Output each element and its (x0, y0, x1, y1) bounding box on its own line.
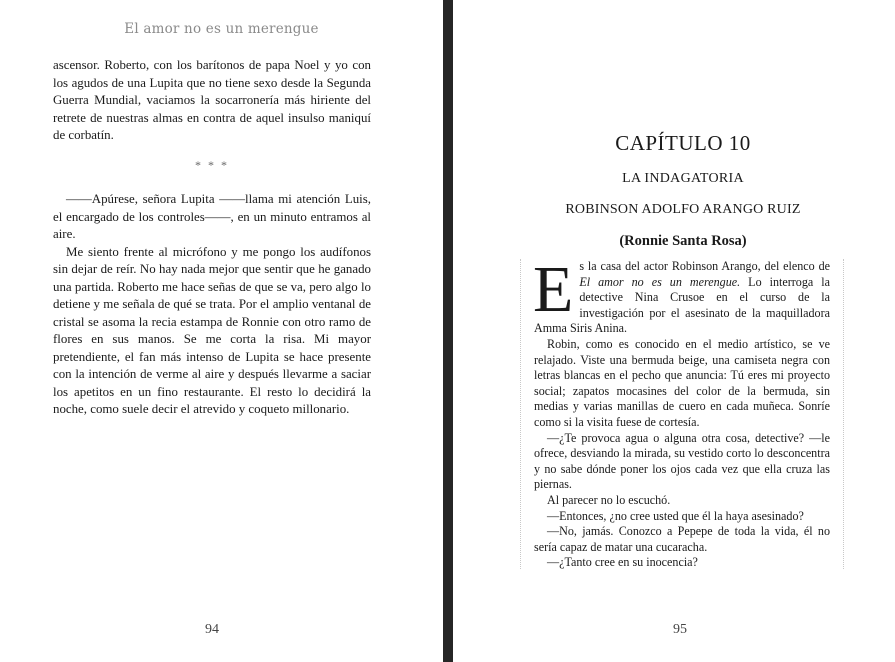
paragraph: —¿Te provoca agua o alguna otra cosa, detective? —le ofrece, desviando la mirada, su vestido corto lo desconcentra y no sabe dónde poner los ojos cada vez que ella cruza las piernas. (534, 430, 830, 492)
paragraph: Robin, como es conocido en el medio artístico, se ve relajado. Viste una bermuda beige, una camiseta negra con letras blancas en el pecho que anuncia: Tú eres mi proyecto social; zapatos mocasines del color de la bermuda, sin medias y varias manillas de cuero en cada muñeca. Sonríe como si la visita fuese de cortesía. (534, 336, 830, 429)
chapter-heading (553, 130, 813, 252)
story-frame (520, 253, 844, 570)
page-number: 95 (673, 622, 687, 637)
first-paragraph-part-b: Lo interroga la detective Nina Crusoe en el curso de la investigación por el asesinato de la maquilladora Amma Siris Anina. (534, 274, 831, 336)
ornamental-border-right (837, 259, 844, 569)
chapter-subtitle: LA INDAGATORIA (622, 171, 744, 186)
drop-cap: E (533, 253, 574, 326)
chapter-person-alias: (Ronnie Santa Rosa) (619, 233, 747, 249)
left-page (0, 0, 443, 662)
paragraph: Al parecer no lo escuchó. (547, 492, 671, 507)
paragraph: —Entonces, ¿no cree usted que él la haya asesinado? (547, 508, 804, 523)
section-separator: * * * (195, 157, 229, 172)
book-title-italic: El amor no es un merengue. (579, 274, 741, 289)
running-head: El amor no es un merengue (124, 21, 319, 37)
left-body-text (53, 57, 371, 419)
right-body-text (533, 253, 831, 571)
paragraph: Me siento frente al micrófono y me pongo los audífonos sin dejar de reír. No hay nada mejor que sentir que he ganado una partida. Roberto me hace señas de que se va, pero algo lo detiene y me señala de qué se trata. Por el amplio ventanal de cristal se asoma la recia estampa de Ronnie con otro ramo de flores en sus manos. Se me corta la risa. Mi mayor pretendiente, el fan más intenso de Lupita se hace presente con la intención de verme al aire y después llevarme a saciar los apetitos en un fino restaurante. El resto lo decidirá la noche, como suele decir el atrevido y coqueto millonario. (53, 244, 371, 416)
paragraph: ——Apúrese, señora Lupita ——llama mi atención Luis, el encargado de los controles——, en un minuto entramos al aire. (53, 192, 371, 241)
right-page (453, 0, 895, 662)
paragraph: —No, jamás. Conozco a Pepepe de toda la vida, él no sería capaz de matar una cucaracha. (534, 524, 830, 554)
book-spine (443, 0, 453, 662)
paragraph: ascensor. Roberto, con los barítonos de papa Noel y yo con los agudos de una Lupita que no tiene sexo desde la Segunda Guerra Mundial, vaciamos la socarronería más hiriente del retrete de nuestras almas en contra de aquel insulso maniquí de corbatín. (53, 58, 371, 142)
first-paragraph (533, 253, 831, 337)
paragraph: —¿Tanto cree en su inocencia? (547, 555, 698, 570)
chapter-title: CAPÍTULO 10 (615, 131, 751, 155)
ornamental-border-left (520, 259, 527, 569)
chapter-person-name: ROBINSON ADOLFO ARANGO RUIZ (565, 202, 801, 217)
first-paragraph-part-a: s la casa del actor Robinson Arango, del elenco de (579, 259, 830, 273)
page-number: 94 (205, 622, 219, 637)
